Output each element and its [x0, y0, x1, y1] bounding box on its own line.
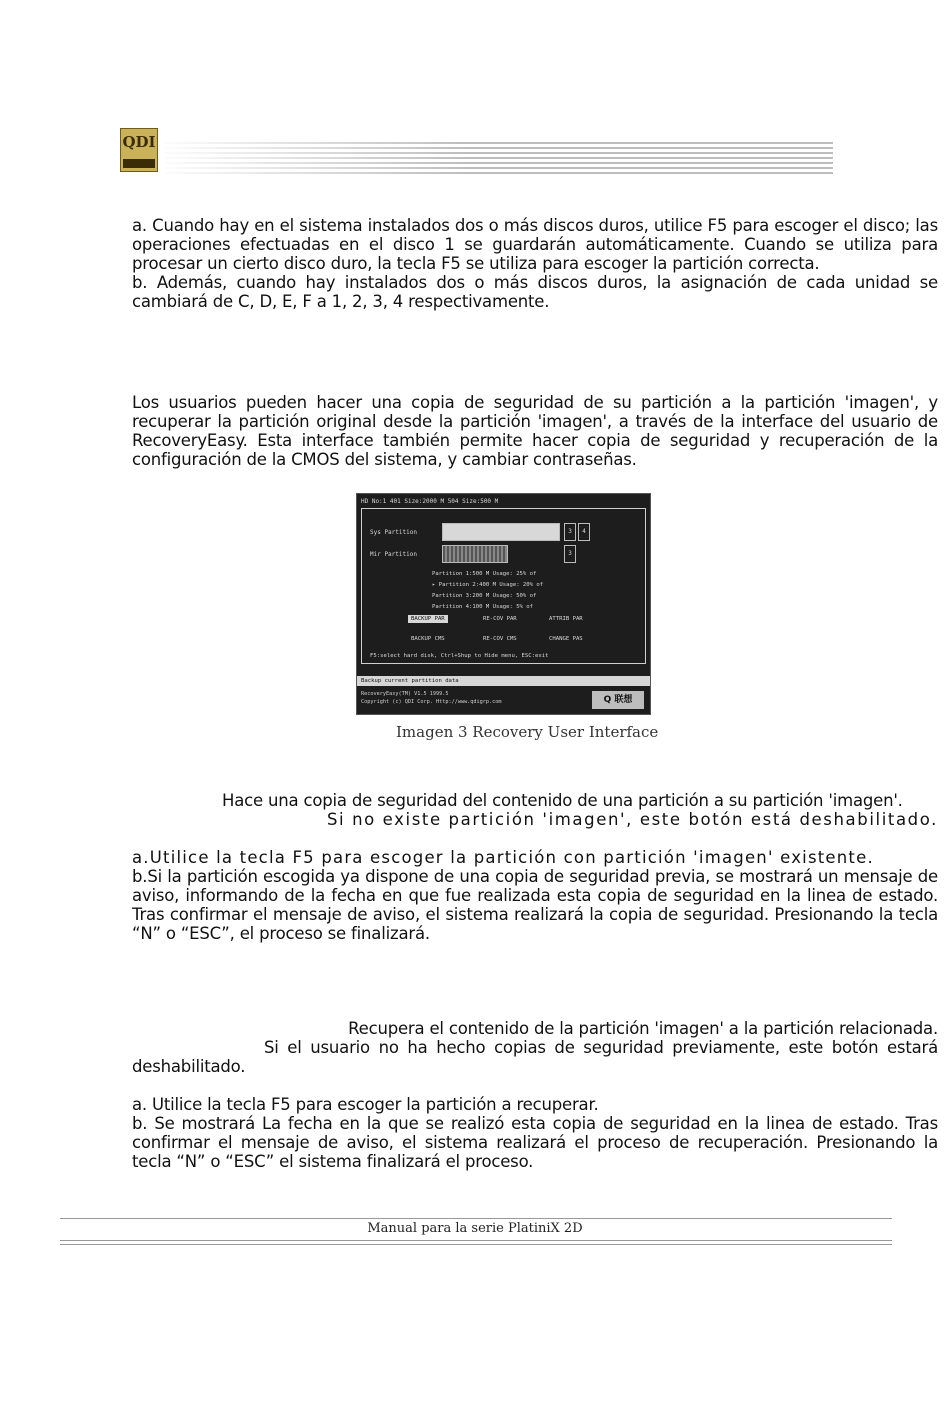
section-intro	[132, 393, 938, 469]
paragraph-a: a. Cuando hay en el sistema instalados dos o más discos duros, utilice F5 para escoger el disco; las operaciones efectuadas en el disco 1 se guardarán automáticamente. Cuando se utiliza para procesar un cierto disco duro, la tecla F5 se utiliza para escoger la partición correcta.	[132, 216, 938, 273]
attrib-par-button[interactable]: ATTRIB PAR	[549, 616, 583, 622]
partition-info-line: Partition 1:500 M Usage: 25% of	[432, 571, 537, 577]
change-pas-button[interactable]: CHANGE PAS	[549, 636, 583, 642]
backup-par-button[interactable]: BACKUP PAR	[408, 615, 448, 623]
footer-rule	[60, 1240, 892, 1241]
sys-partition-label: Sys Partition	[370, 529, 417, 536]
recov-cms-button[interactable]: RE-COV CMS	[483, 636, 517, 642]
vendor-logo: Q 联想	[592, 691, 644, 709]
section-disk-selection	[132, 216, 938, 311]
header-rule	[165, 142, 833, 174]
key-hint: F5:select hard disk, Ctrl+Shup to Hide menu, ESC:exit	[370, 653, 549, 659]
partition-info-line: ▸ Partition 2:400 M Usage: 20% of	[432, 582, 544, 588]
copyright-block	[361, 690, 502, 706]
qdi-logo	[120, 128, 158, 172]
status-line: Backup current partition data	[357, 676, 650, 686]
backup-step-a: a.Utilice la tecla F5 para escoger la partición con partición 'imagen' existente.	[132, 848, 874, 867]
disk-info-line: HD No:1 401 Size:2000 M 504 Size:500 M	[361, 498, 499, 505]
recover-step-a: a. Utilice la tecla F5 para escoger la partición a recuperar.	[132, 1095, 599, 1114]
partition-info-line: Partition 3:200 M Usage: 50% of	[432, 593, 537, 599]
footer-text: Manual para la serie PlatiniX 2D	[367, 1221, 583, 1236]
logo-text: QDI	[122, 133, 156, 151]
section-recover	[132, 1019, 938, 1171]
mir-partition-bar	[442, 545, 508, 563]
intro-paragraph: Los usuarios pueden hacer una copia de seguridad de su partición a la partición 'imagen', y recuperar la partición original desde la partición 'imagen', a través de la interface del usuario de RecoveryEasy. Esta interface también permite hacer copia de seguridad y recuperación de la configuración de la CMOS del sistema, y cambiar contraseñas.	[132, 393, 938, 469]
recov-par-button[interactable]: RE-COV PAR	[483, 616, 517, 622]
recover-note: Si el usuario no ha hecho copias de seguridad previamente, este botón estará deshabilitado.	[132, 1038, 938, 1076]
logo-underline	[123, 159, 155, 168]
backup-step-b: b.Si la partición escogida ya dispone de una copia de seguridad previa, se mostrará un mensaje de aviso, informando de la fecha en que fue realizada esta copia de seguridad en la linea de estado. Tras confirmar el mensaje de aviso, el sistema realizará la copia de seguridad. Presionando la tecla “N” o “ESC”, el proceso se finalizará.	[132, 867, 938, 943]
footer-rule	[60, 1244, 892, 1245]
sys-partition-num: 3	[564, 523, 576, 541]
backup-note: Si no existe partición 'imagen', este botón está deshabilitado.	[326, 810, 938, 829]
sys-partition-num: 4	[578, 523, 590, 541]
mir-partition-num: 3	[564, 545, 576, 563]
recover-step-b: b. Se mostrará La fecha en la que se realizó esta copia de seguridad en la linea de estado. Tras confirmar el mensaje de aviso, el sistema realizará el proceso de recuperación. Presionando la tecla “N” o “ESC” el sistema finalizará el proceso.	[132, 1114, 938, 1171]
sys-partition-bar	[442, 523, 560, 541]
paragraph-b: b. Además, cuando hay instalados dos o más discos duros, la asignación de cada unidad se cambiará de C, D, E, F a 1, 2, 3, 4 respectivamente.	[132, 273, 938, 311]
copyright-line: Copyright (c) QDI Corp. Http://www.qdigrp.com	[361, 699, 502, 705]
version-line: RecoveryEasy(TM) V1.5 1999.5	[361, 691, 449, 697]
partition-panel	[361, 508, 646, 664]
partition-info-line: Partition 4:100 M Usage: 5% of	[432, 604, 534, 610]
mir-partition-label: Mir Partition	[370, 551, 417, 558]
partition-info	[432, 569, 543, 613]
recover-description: Recupera el contenido de la partición 'imagen' a la partición relacionada.	[348, 1019, 938, 1038]
backup-cms-button[interactable]: BACKUP CMS	[411, 636, 445, 642]
backup-description: Hace una copia de seguridad del contenido de una partición a su partición 'imagen'.	[222, 791, 903, 810]
figure-caption: Imagen 3 Recovery User Interface	[396, 723, 659, 741]
section-backup	[132, 791, 938, 943]
footer-rule	[60, 1218, 892, 1219]
recovery-screenshot	[356, 493, 651, 715]
